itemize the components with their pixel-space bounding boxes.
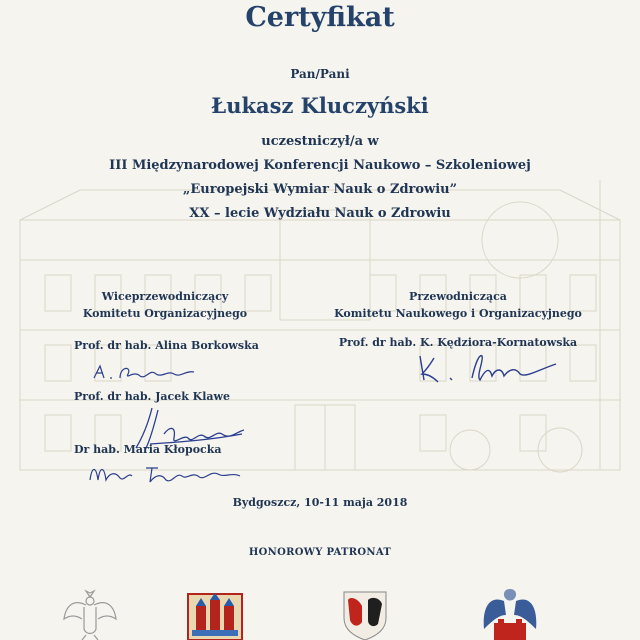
left-person-1: Prof. dr hab. Alina Borkowska	[74, 339, 259, 352]
right-person-1: Prof. dr hab. K. Kędziora-Kornatowska	[338, 336, 578, 349]
angel-university-emblem-icon	[480, 585, 540, 640]
place-and-date: Bydgoszcz, 10-11 maja 2018	[232, 496, 408, 509]
building-sketch-background	[0, 180, 640, 480]
signature-klawe	[130, 404, 250, 452]
kujawsko-pomorskie-coat-of-arms-icon	[340, 588, 390, 640]
conference-theme: „Europejski Wymiar Nauk o Zdrowiu”	[182, 182, 458, 197]
recipient-name: Łukasz Kluczyński	[211, 93, 429, 118]
conference-name: III Międzynarodowej Konferencji Naukowo – Szkoleniowej	[109, 158, 531, 173]
left-role-line2: Komitetu Organizacyjnego	[82, 307, 248, 320]
patronage-heading: HONOROWY PATRONAT	[248, 547, 392, 558]
bydgoszcz-coat-of-arms-icon	[186, 592, 244, 640]
right-role-line2: Komitetu Naukowego i Organizacyjnego	[334, 307, 582, 320]
signature-klopocka	[86, 458, 246, 488]
signature-kedziora-kornatowska	[410, 350, 570, 386]
signature-borkowska	[90, 358, 200, 384]
anniversary-text: XX – lecie Wydziału Nauk o Zdrowiu	[189, 206, 451, 221]
right-role-line1: Przewodnicząca	[409, 290, 507, 303]
left-person-2: Prof. dr hab. Jacek Klawe	[74, 390, 231, 403]
certificate-title: Certyfikat	[245, 2, 395, 33]
left-role-line1: Wiceprzewodniczący	[101, 290, 229, 303]
salutation: Pan/Pani	[290, 67, 350, 81]
polish-eagle-emblem-icon	[60, 585, 120, 640]
participation-text: uczestniczył/a w	[261, 134, 379, 149]
left-person-3: Dr hab. Maria Kłopocka	[74, 443, 222, 456]
